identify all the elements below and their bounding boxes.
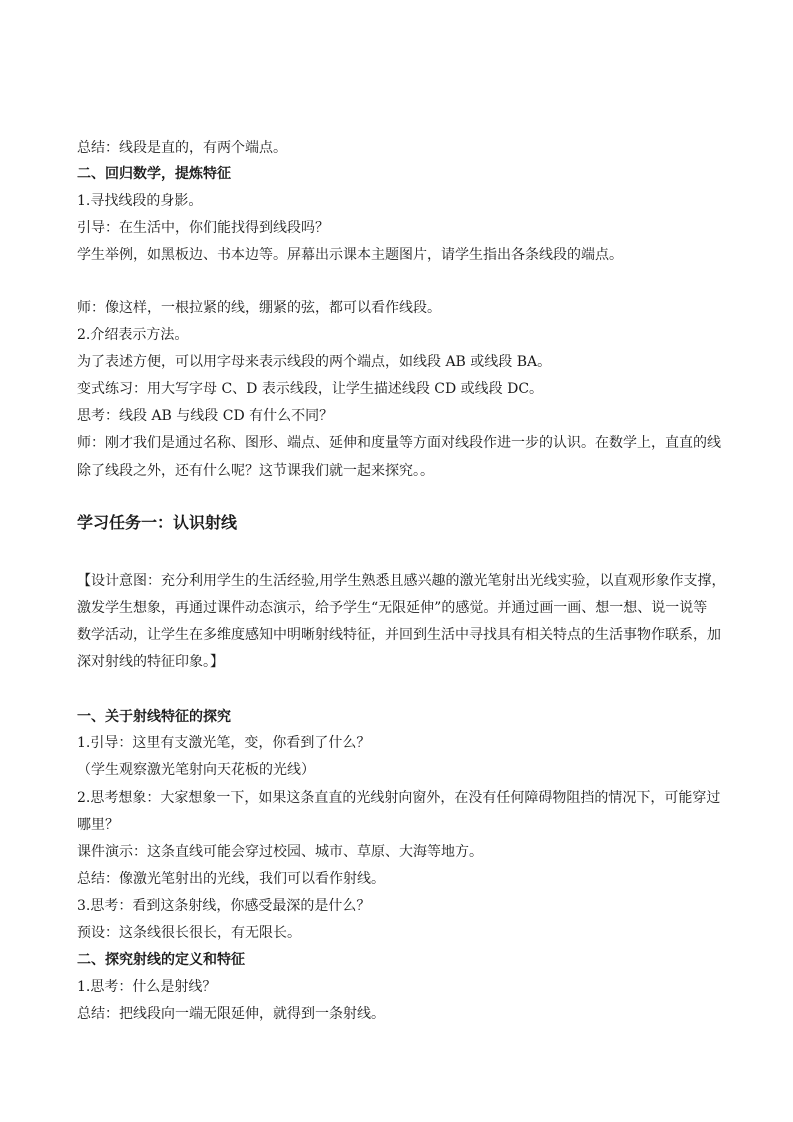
summary-line-segment: 总结：线段是直的，有两个端点。 <box>77 140 287 156</box>
courseware-demo: 课件演示：这条直线可能会穿过校园、城市、草原、大海等地方。 <box>77 844 483 860</box>
imagine-line1: 2.思考想象：大家想象一下，如果这条直直的光线射向窗外，在没有任何障碍物阻挡的情况下，可能穿过 <box>77 790 721 806</box>
design-intent-line2: 激发学生想象，再通过课件动态演示，给予学生“无限延伸”的感觉。并通过画一画、想一想、说一说等 <box>77 600 708 616</box>
think-feeling: 3.思考：看到这条射线，你感受最深的是什么？ <box>77 898 371 914</box>
think-what-is-ray: 1.思考：什么是射线？ <box>77 979 217 995</box>
teacher-summary-line1: 师：刚才我们是通过名称、图形、端点、延伸和度量等方面对线段作进一步的认识。在数学上，直直的线 <box>77 435 721 451</box>
guide-question: 引导：在生活中，你们能找得到线段吗？ <box>77 220 329 236</box>
teacher-remark: 师：像这样，一根拉紧的线，绷紧的弦，都可以看作线段。 <box>77 300 441 316</box>
design-intent-line3: 数学活动，让学生在多维度感知中明晰射线特征，并回到生活中寻找具有相关特点的生活事物作联系，加 <box>77 627 721 643</box>
step-notation: 2.介绍表示方法。 <box>77 327 189 343</box>
section-heading-ray-definition: 二、探究射线的定义和特征 <box>77 952 245 968</box>
student-observe: （学生观察激光笔射向天花板的光线） <box>77 762 315 778</box>
step-find-segment: 1.寻找线段的身影。 <box>77 193 203 209</box>
notation-explanation: 为了表述方便，可以用字母来表示线段的两个端点，如线段 AB 或线段 BA。 <box>77 354 552 370</box>
teacher-summary-line2: 除了线段之外，还有什么呢？这节课我们就一起来探究。。 <box>77 463 434 479</box>
section-heading-return-math: 二、回归数学，提炼特征 <box>77 166 231 182</box>
variant-exercise: 变式练习：用大写字母 C、D 表示线段，让学生描述线段 CD 或线段 DC。 <box>77 381 544 397</box>
student-examples: 学生举例，如黑板边、书本边等。屏幕出示课本主题图片，请学生指出各条线段的端点。 <box>77 247 623 263</box>
design-intent-line4: 深对射线的特征印象。】 <box>77 654 224 670</box>
guide-laser: 1.引导：这里有支激光笔，变，你看到了什么？ <box>77 735 371 751</box>
think-question: 思考：线段 AB 与线段 CD 有什么不同？ <box>77 408 334 424</box>
summary-ray-definition: 总结：把线段向一端无限延伸，就得到一条射线。 <box>77 1006 385 1022</box>
section-heading-ray-features: 一、关于射线特征的探究 <box>77 709 231 725</box>
imagine-line2: 哪里？ <box>77 817 119 833</box>
presupposition: 预设：这条线很长很长，有无限长。 <box>77 925 301 941</box>
design-intent-line1: 【设计意图：充分利用学生的生活经验,用学生熟悉且感兴趣的激光笔射出光线实验，以直观形象作支撑， <box>77 573 726 589</box>
summary-laser-ray: 总结：像激光笔射出的光线，我们可以看作射线。 <box>77 871 385 887</box>
task-title: 学习任务一：认识射线 <box>77 513 238 532</box>
